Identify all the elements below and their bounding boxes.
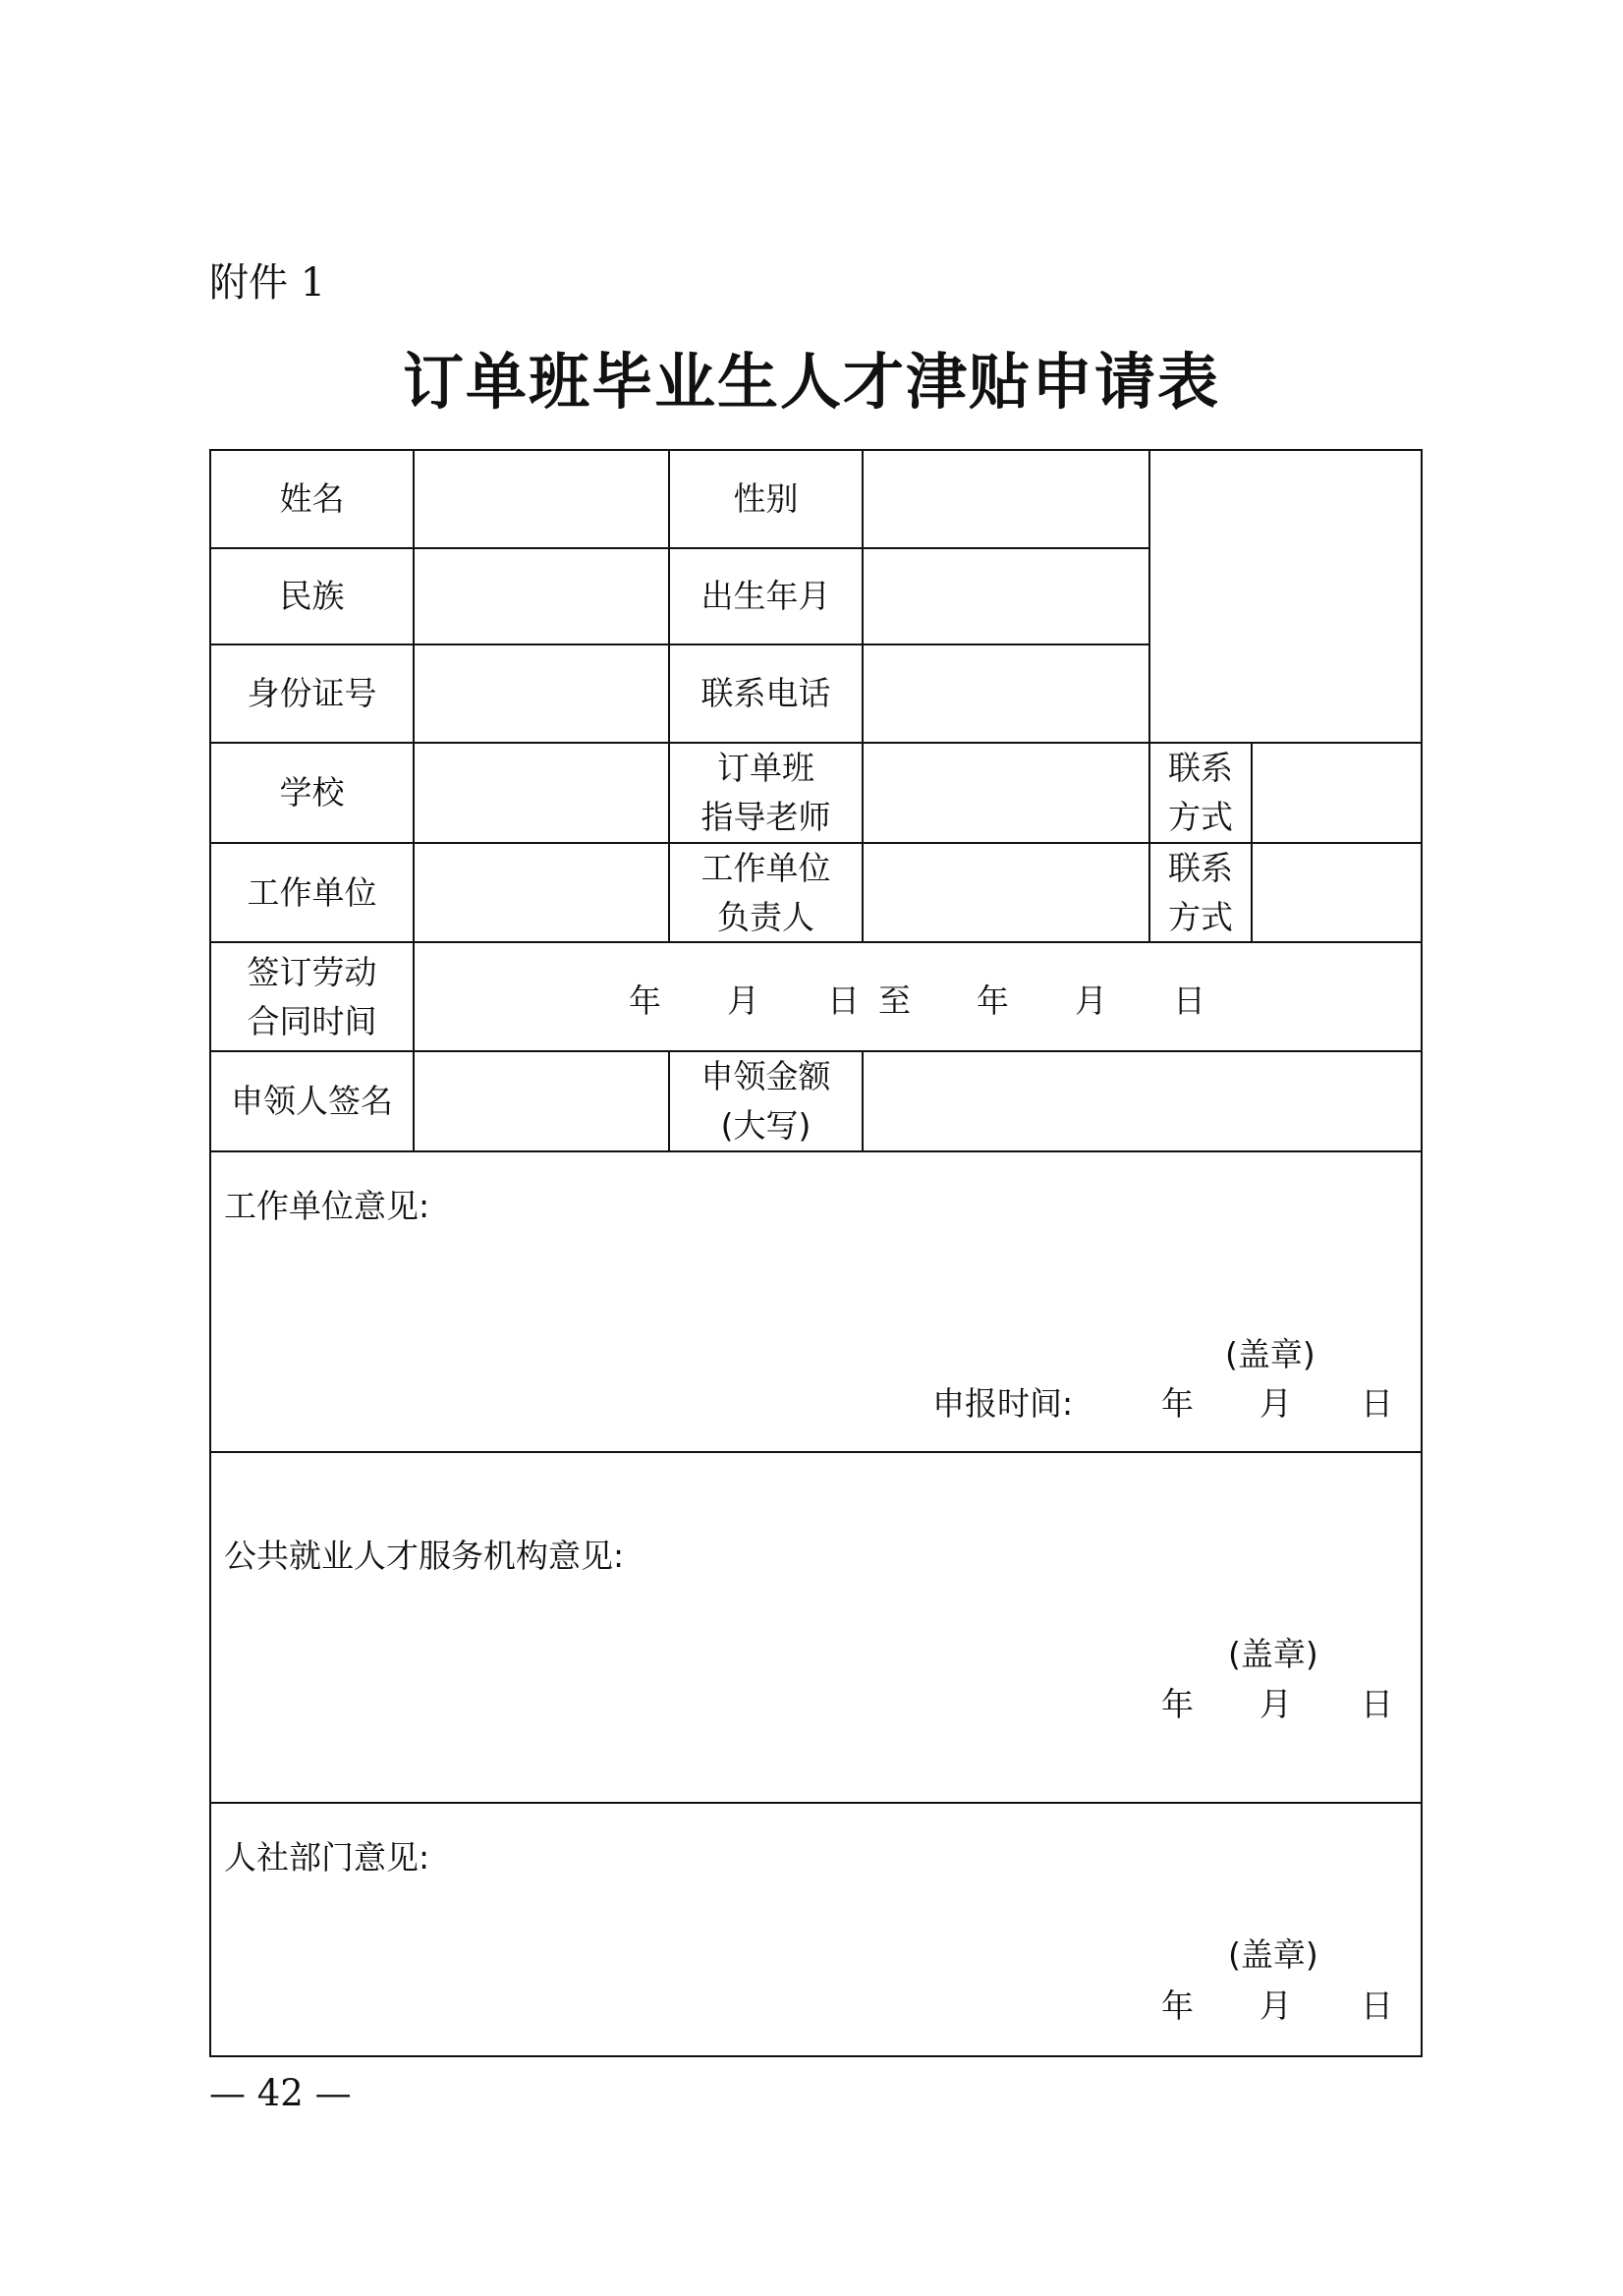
instructor-contact-label: 联系 方式 (1168, 749, 1233, 836)
employer-year-label: 年 (1161, 1384, 1194, 1423)
school-label: 学校 (279, 773, 345, 812)
contract-period-field[interactable]: 年 月 日 至 年 月 日 (629, 981, 1205, 1020)
ethnicity-field[interactable] (415, 549, 668, 644)
name-label: 姓名 (279, 479, 345, 518)
public-service-opinion-title: 公共就业人才服务机构意见: (224, 1537, 625, 1575)
hr-dept-seal-label: (盖章) (1228, 1935, 1318, 1974)
employer-opinion-title: 工作单位意见: (224, 1187, 430, 1225)
employer-head-field[interactable] (864, 844, 1148, 941)
instructor-field[interactable] (864, 744, 1148, 842)
report-time-label: 申报时间: (932, 1384, 1074, 1423)
public-service-opinion-section[interactable] (211, 1453, 1421, 1802)
hr-dept-year-label: 年 (1161, 1987, 1194, 2025)
birth-date-field[interactable] (864, 549, 1148, 644)
instructor-label: 订单班 指导老师 (700, 749, 831, 836)
applicant-signature-label: 申领人签名 (231, 1082, 393, 1120)
phone-field[interactable] (864, 645, 1148, 742)
employer-head-label: 工作单位 负责人 (700, 848, 831, 936)
employer-seal-label: (盖章) (1225, 1335, 1315, 1373)
attachment-label: 附件 1 (209, 260, 326, 306)
school-field[interactable] (415, 744, 668, 842)
employer-contact-label: 联系 方式 (1168, 848, 1233, 936)
hr-dept-opinion-title: 人社部门意见: (224, 1838, 430, 1876)
public-service-seal-label: (盖章) (1228, 1635, 1318, 1673)
public-service-year-label: 年 (1161, 1685, 1194, 1723)
page-number: — 42 — (209, 2072, 352, 2114)
name-field[interactable] (415, 451, 668, 547)
photo-box[interactable] (1150, 451, 1421, 742)
employer-field[interactable] (415, 844, 668, 941)
form-title: 订单班毕业生人才津贴申请表 (402, 346, 1220, 418)
employer-day-label: 日 (1361, 1384, 1393, 1423)
employer-label: 工作单位 (247, 872, 377, 912)
ethnicity-label: 民族 (279, 577, 345, 615)
gender-label: 性别 (733, 479, 799, 518)
gender-field[interactable] (864, 451, 1148, 547)
id-number-field[interactable] (415, 645, 668, 742)
claim-amount-label: 申领金额 (大写) (700, 1057, 831, 1145)
public-service-month-label: 月 (1259, 1685, 1292, 1723)
hr-dept-day-label: 日 (1361, 1987, 1393, 2025)
birth-date-label: 出生年月 (700, 577, 831, 615)
phone-label: 联系电话 (700, 674, 831, 712)
employer-contact-field[interactable] (1253, 844, 1421, 941)
instructor-contact-field[interactable] (1253, 744, 1421, 842)
public-service-day-label: 日 (1361, 1685, 1393, 1723)
applicant-signature-field[interactable] (415, 1052, 668, 1150)
hr-dept-month-label: 月 (1259, 1987, 1292, 2025)
contract-period-label: 签订劳动 合同时间 (247, 952, 377, 1040)
id-number-label: 身份证号 (247, 674, 377, 712)
employer-month-label: 月 (1259, 1384, 1292, 1423)
claim-amount-field[interactable] (864, 1052, 1421, 1150)
